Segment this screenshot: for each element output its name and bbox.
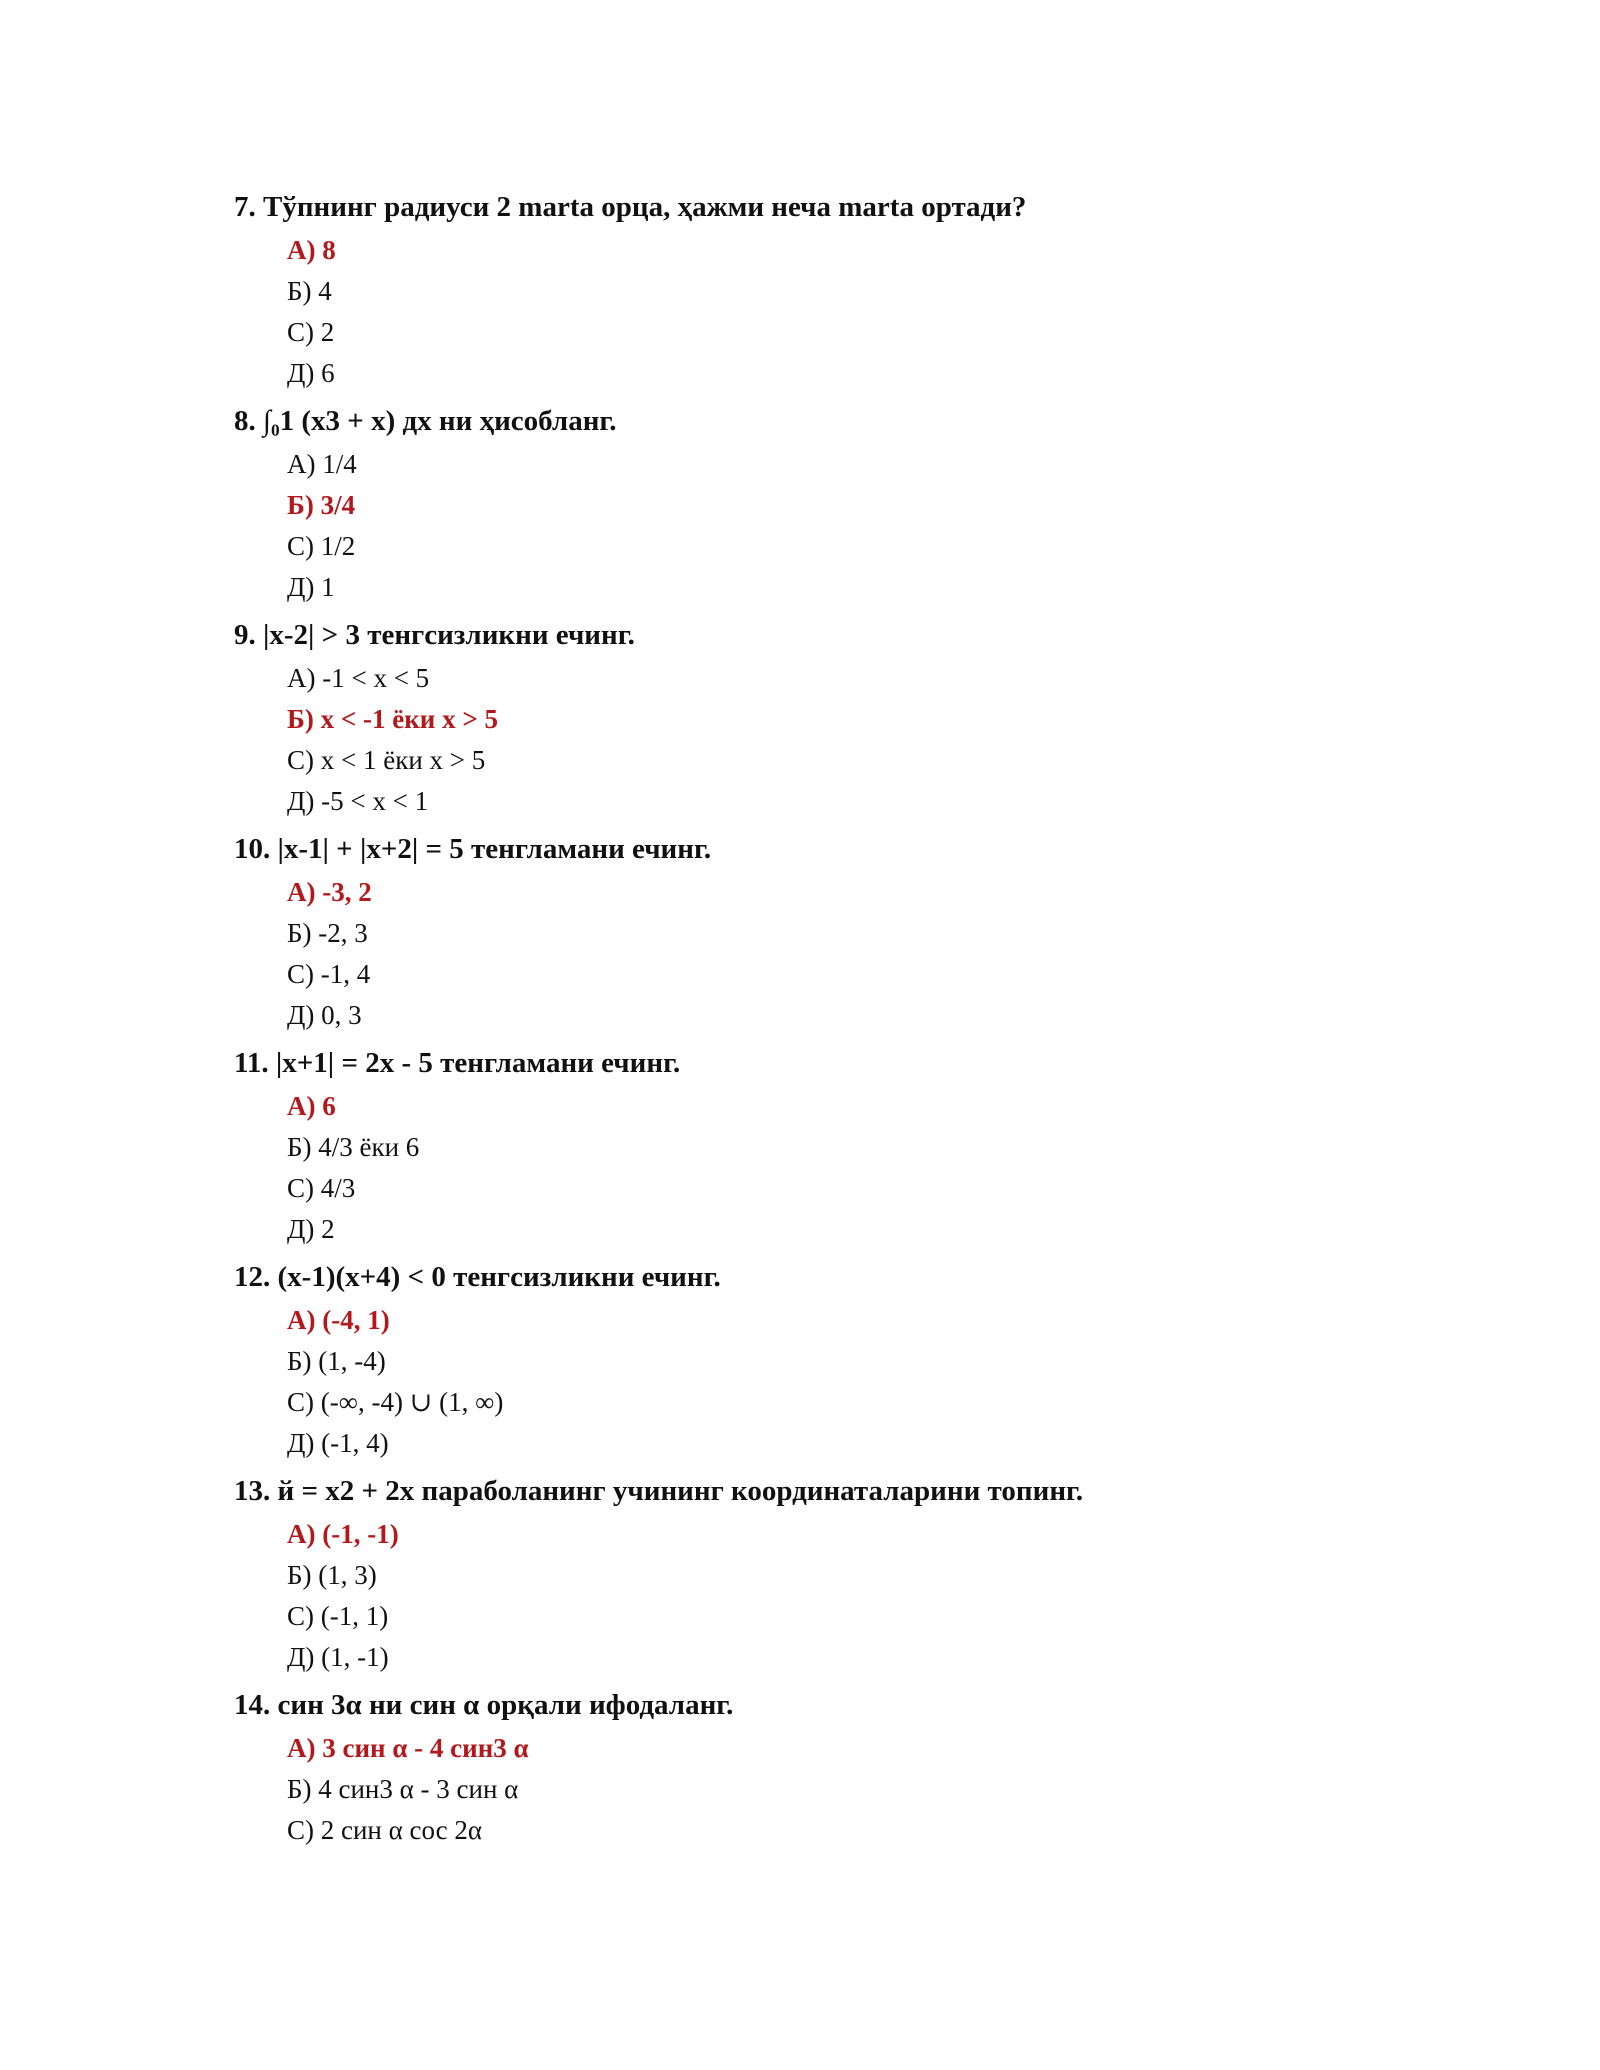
answer-option: Б) 4 xyxy=(287,276,332,306)
answer-option: Д) 0, 3 xyxy=(287,1000,362,1030)
answer-option-correct: А) (-1, -1) xyxy=(287,1519,399,1549)
answer-option: С) -1, 4 xyxy=(287,959,371,989)
answer-options xyxy=(287,872,1484,1036)
answer-options xyxy=(287,1728,1484,1851)
question-text: 13. й = x2 + 2x параболанинг учининг координаталарини топинг. xyxy=(234,1475,1084,1507)
answer-option: Д) (1, -1) xyxy=(287,1642,389,1672)
answer-option: А) 1/4 xyxy=(287,449,357,479)
answer-options xyxy=(287,1514,1484,1678)
answer-option: С) x < 1 ёки x > 5 xyxy=(287,745,486,775)
answer-option: С) 1/2 xyxy=(287,531,356,561)
answer-option: Б) 4/3 ёки 6 xyxy=(287,1132,420,1162)
answer-option: Б) (1, -4) xyxy=(287,1346,386,1376)
answer-option: С) (-1, 1) xyxy=(287,1601,389,1631)
answer-options xyxy=(287,1086,1484,1250)
answer-option: Д) 1 xyxy=(287,572,335,602)
question-7 xyxy=(234,187,1484,394)
question-12 xyxy=(234,1257,1484,1464)
answer-option: Б) 4 син3 α - 3 син α xyxy=(287,1774,519,1804)
answer-option: Д) -5 < x < 1 xyxy=(287,786,429,816)
answer-option: Д) (-1, 4) xyxy=(287,1428,389,1458)
answer-options xyxy=(287,658,1484,822)
question-14 xyxy=(234,1685,1484,1851)
question-13 xyxy=(234,1471,1484,1678)
question-text: 10. |x-1| + |x+2| = 5 тенгламани ечинг. xyxy=(234,833,712,865)
answer-options xyxy=(287,1300,1484,1464)
answer-option-correct: Б) 3/4 xyxy=(287,490,356,520)
question-text: 14. син 3α ни син α орқали ифодаланг. xyxy=(234,1689,734,1721)
answer-option-correct: Б) x < -1 ёки x > 5 xyxy=(287,704,498,734)
answer-option: Д) 2 xyxy=(287,1214,335,1244)
answer-option-correct: А) -3, 2 xyxy=(287,877,372,907)
answer-option-correct: А) (-4, 1) xyxy=(287,1305,390,1335)
answer-option-correct: А) 6 xyxy=(287,1091,336,1121)
question-8 xyxy=(234,401,1484,608)
question-text: 9. |x-2| > 3 тенгсизликни ечинг. xyxy=(234,619,635,651)
answer-option: С) 2 син α сос 2α xyxy=(287,1815,483,1845)
answer-option: С) 4/3 xyxy=(287,1173,356,1203)
question-text: 11. |x+1| = 2x - 5 тенгламани ечинг. xyxy=(234,1047,681,1079)
question-text: 7. Тўпнинг радиуси 2 marta орца, ҳажми неча marta ортади? xyxy=(234,191,1027,223)
answer-options xyxy=(287,230,1484,394)
question-text: 8. ∫₀1 (x3 + x) дх ни ҳисобланг. xyxy=(234,405,617,437)
answer-option: А) -1 < x < 5 xyxy=(287,663,430,693)
question-text: 12. (x-1)(x+4) < 0 тенгсизликни ечинг. xyxy=(234,1261,721,1293)
answer-option-correct: А) 3 син α - 4 син3 α xyxy=(287,1733,529,1763)
answer-option-correct: А) 8 xyxy=(287,235,336,265)
answer-option: Б) -2, 3 xyxy=(287,918,368,948)
question-10 xyxy=(234,829,1484,1036)
answer-option: С) 2 xyxy=(287,317,335,347)
answer-option: Д) 6 xyxy=(287,358,335,388)
question-9 xyxy=(234,615,1484,822)
answer-options xyxy=(287,444,1484,608)
answer-option: С) (-∞, -4) ∪ (1, ∞) xyxy=(287,1387,504,1417)
answer-option: Б) (1, 3) xyxy=(287,1560,377,1590)
question-11 xyxy=(234,1043,1484,1250)
